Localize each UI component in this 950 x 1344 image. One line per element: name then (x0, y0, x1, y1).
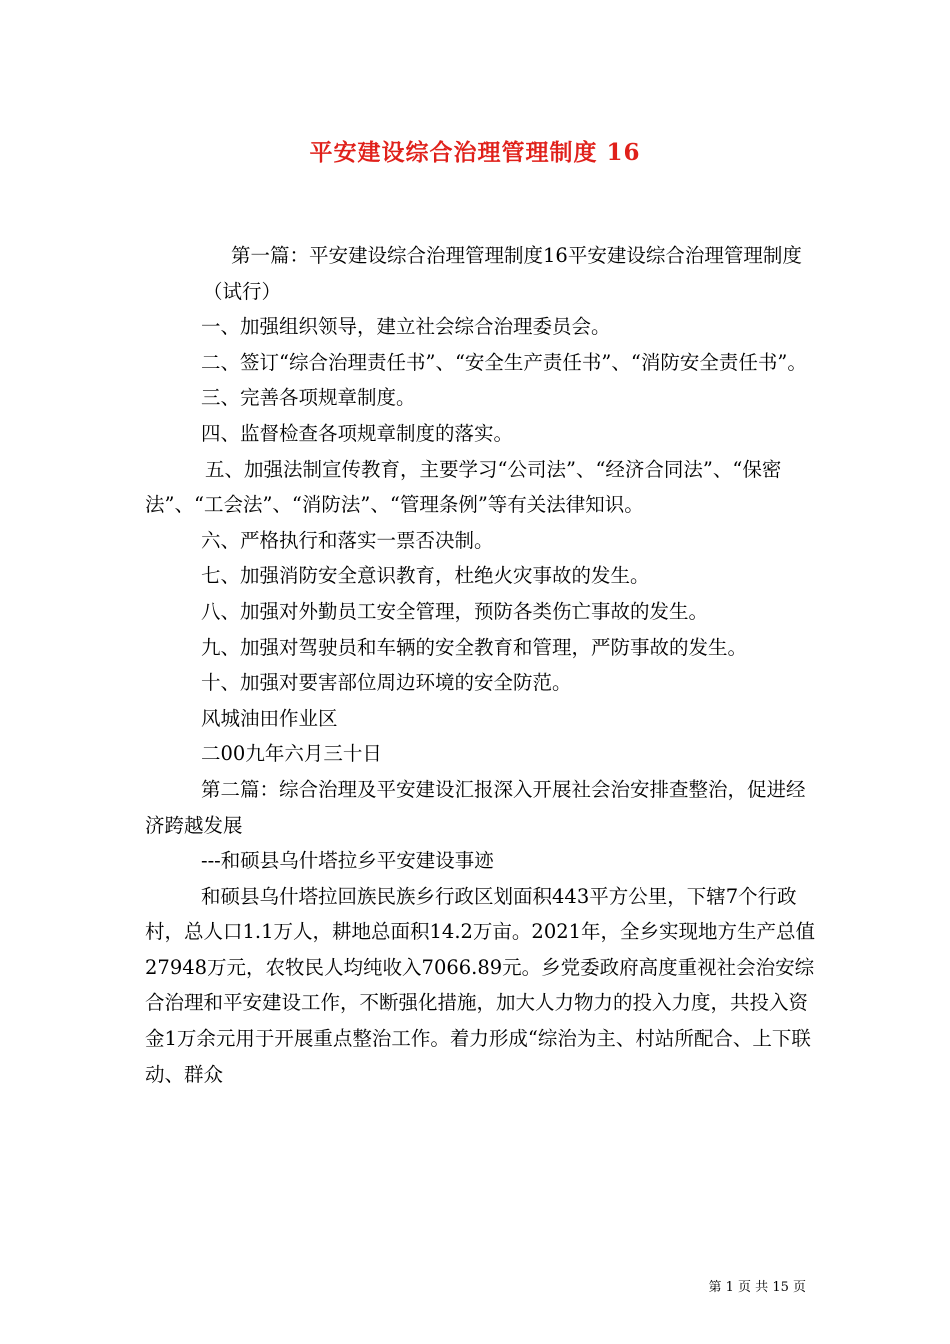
document-title: 平安建设综合治理管理制度 16 (309, 139, 641, 166)
paragraph: 二、签订“综合治理责任书”、“安全生产责任书”、“消防安全责任书”。 (201, 350, 807, 374)
paragraph: 三、完善各项规章制度。 (201, 386, 416, 410)
paragraph: 和硕县乌什塔拉回族民族乡行政区划面积443平方公里，下辖7个行政村，总人口1.1万人，耕地总面积14.2万亩。2021年，全乡实现地方生产总值27948万元，农牧民人均纯收入7066.89元。乡党委政府高度重视社会治安综合治理和平安建设工作，不断强化措施，加大人力物力的投入力度，共投入资金1万余元用于开展重点整治工作。着力形成“综治为主、村站所配合、上下联动、群众 (145, 884, 816, 1086)
paragraph: 六、严格执行和落实一票否决制。 (201, 528, 494, 552)
document-body (145, 238, 817, 1092)
paragraph: 四、监督检查各项规章制度的落实。 (201, 421, 514, 445)
paragraph: 一、加强组织领导，建立社会综合治理委员会。 (201, 315, 611, 339)
paragraph: 十、加强对要害部位周边环境的安全防范。 (201, 671, 572, 695)
paragraph: （试行） (203, 279, 282, 303)
page-number: 第 1 页 共 15 页 (708, 1280, 806, 1295)
paragraph: 七、加强消防安全意识教育，杜绝火灾事故的发生。 (201, 564, 650, 588)
paragraph: 第二篇：综合治理及平安建设汇报深入开展社会治安排查整治，促进经济跨越发展 (145, 777, 806, 837)
paragraph: 五、加强法制宣传教育，主要学习“公司法”、“经济合同法”、“保密法”、“工会法”、“消防法”、“管理条例”等有关法律知识。 (145, 457, 782, 517)
paragraph: ---和硕县乌什塔拉乡平安建设事迹 (201, 849, 494, 873)
paragraph: 第一篇：平安建设综合治理管理制度16平安建设综合治理管理制度 (231, 244, 802, 267)
paragraph: 风城油田作业区 (201, 706, 338, 730)
paragraph: 八、加强对外勤员工安全管理，预防各类伤亡事故的发生。 (201, 599, 709, 623)
paragraph: 二00九年六月三十日 (201, 742, 382, 766)
paragraph: 九、加强对驾驶员和车辆的安全教育和管理，严防事故的发生。 (201, 635, 748, 659)
